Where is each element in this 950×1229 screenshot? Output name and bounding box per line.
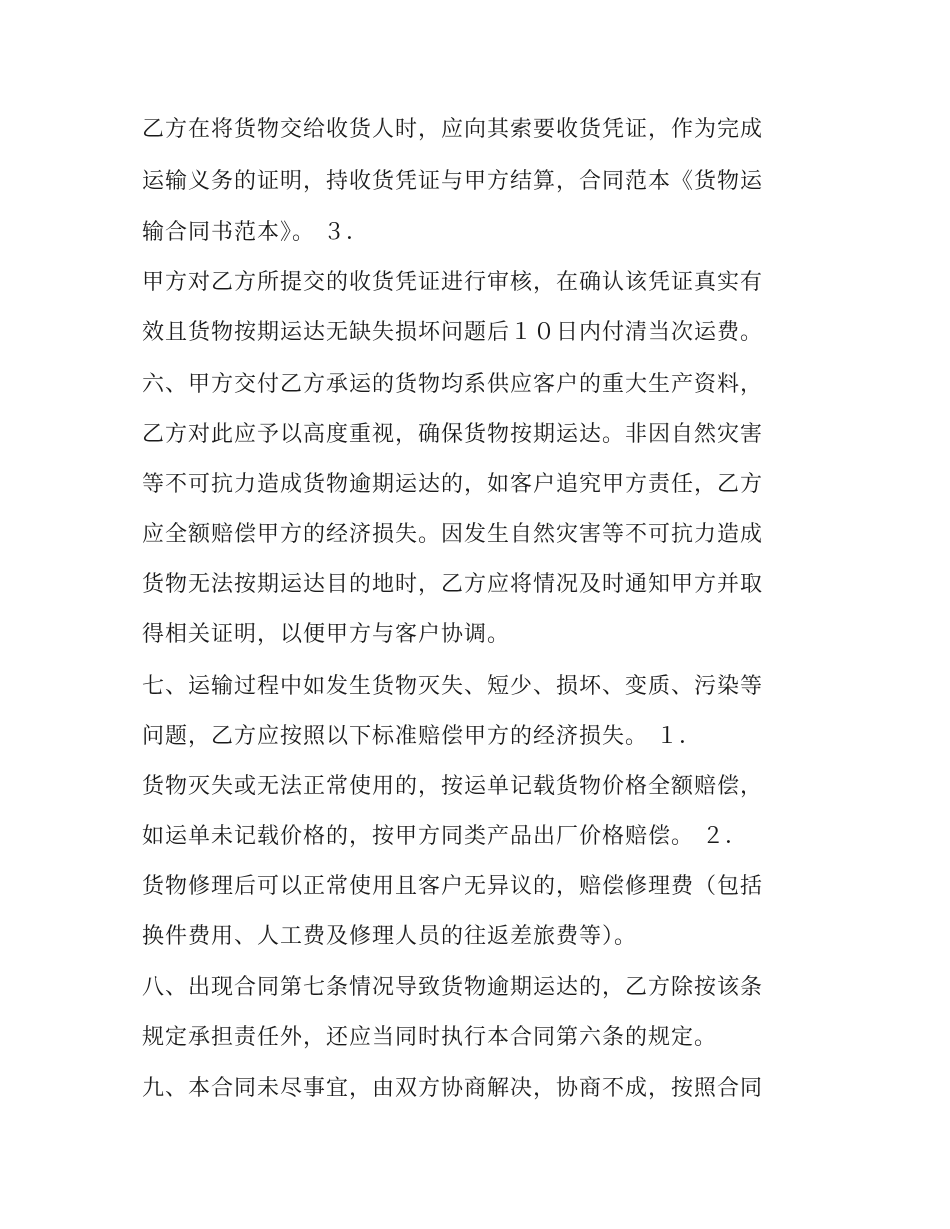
text-line: 效且货物按期运达无缺失损坏问题后１０日内付清当次运费。 (142, 320, 764, 345)
text-line: 甲方对乙方所提交的收货凭证进行审核，在确认该凭证真实有 (142, 270, 764, 295)
text-line: 规定承担责任外，还应当同时执行本合同第六条的规定。 (142, 1025, 718, 1050)
text-line: 等不可抗力造成货物逾期运达的，如客户追究甲方责任，乙方 (142, 472, 764, 497)
text-line: 得相关证明，以便甲方与客户协调。 (142, 622, 511, 647)
text-line: 问题，乙方应按照以下标准赔偿甲方的经济损失。 １． (142, 724, 702, 749)
text-line: 乙方在将货物交给收货人时，应向其索要收货凭证，作为完成 (142, 117, 764, 142)
text-line: 如运单未记载价格的，按甲方同类产品出厂价格赔偿。 ２． (142, 824, 748, 849)
text-line: 八、出现合同第七条情况导致货物逾期运达的，乙方除按该条 (142, 975, 764, 1000)
text-line: 货物修理后可以正常使用且客户无异议的，赔偿修理费（包括 (142, 874, 764, 899)
text-line: 输合同书范本》。 ３． (142, 220, 369, 245)
text-line: 运输义务的证明，持收货凭证与甲方结算，合同范本《货物运 (142, 169, 764, 194)
text-line: 九、本合同未尽事宜，由双方协商解决，协商不成，按照合同 (142, 1076, 764, 1101)
text-line: 七、运输过程中如发生货物灭失、短少、损坏、变质、污染等 (142, 674, 764, 699)
text-line: 乙方对此应予以高度重视，确保货物按期运达。非因自然灾害 (142, 422, 764, 447)
text-line: 六、甲方交付乙方承运的货物均系供应客户的重大生产资料， (142, 372, 764, 397)
text-line: 应全额赔偿甲方的经济损失。因发生自然灾害等不可抗力造成 (142, 522, 764, 547)
text-line: 货物灭失或无法正常使用的，按运单记载货物价格全额赔偿， (142, 774, 764, 799)
text-line: 货物无法按期运达目的地时，乙方应将情况及时通知甲方并取 (142, 572, 764, 597)
text-line: 换件费用、人工费及修理人员的往返差旅费等）。 (142, 924, 638, 949)
